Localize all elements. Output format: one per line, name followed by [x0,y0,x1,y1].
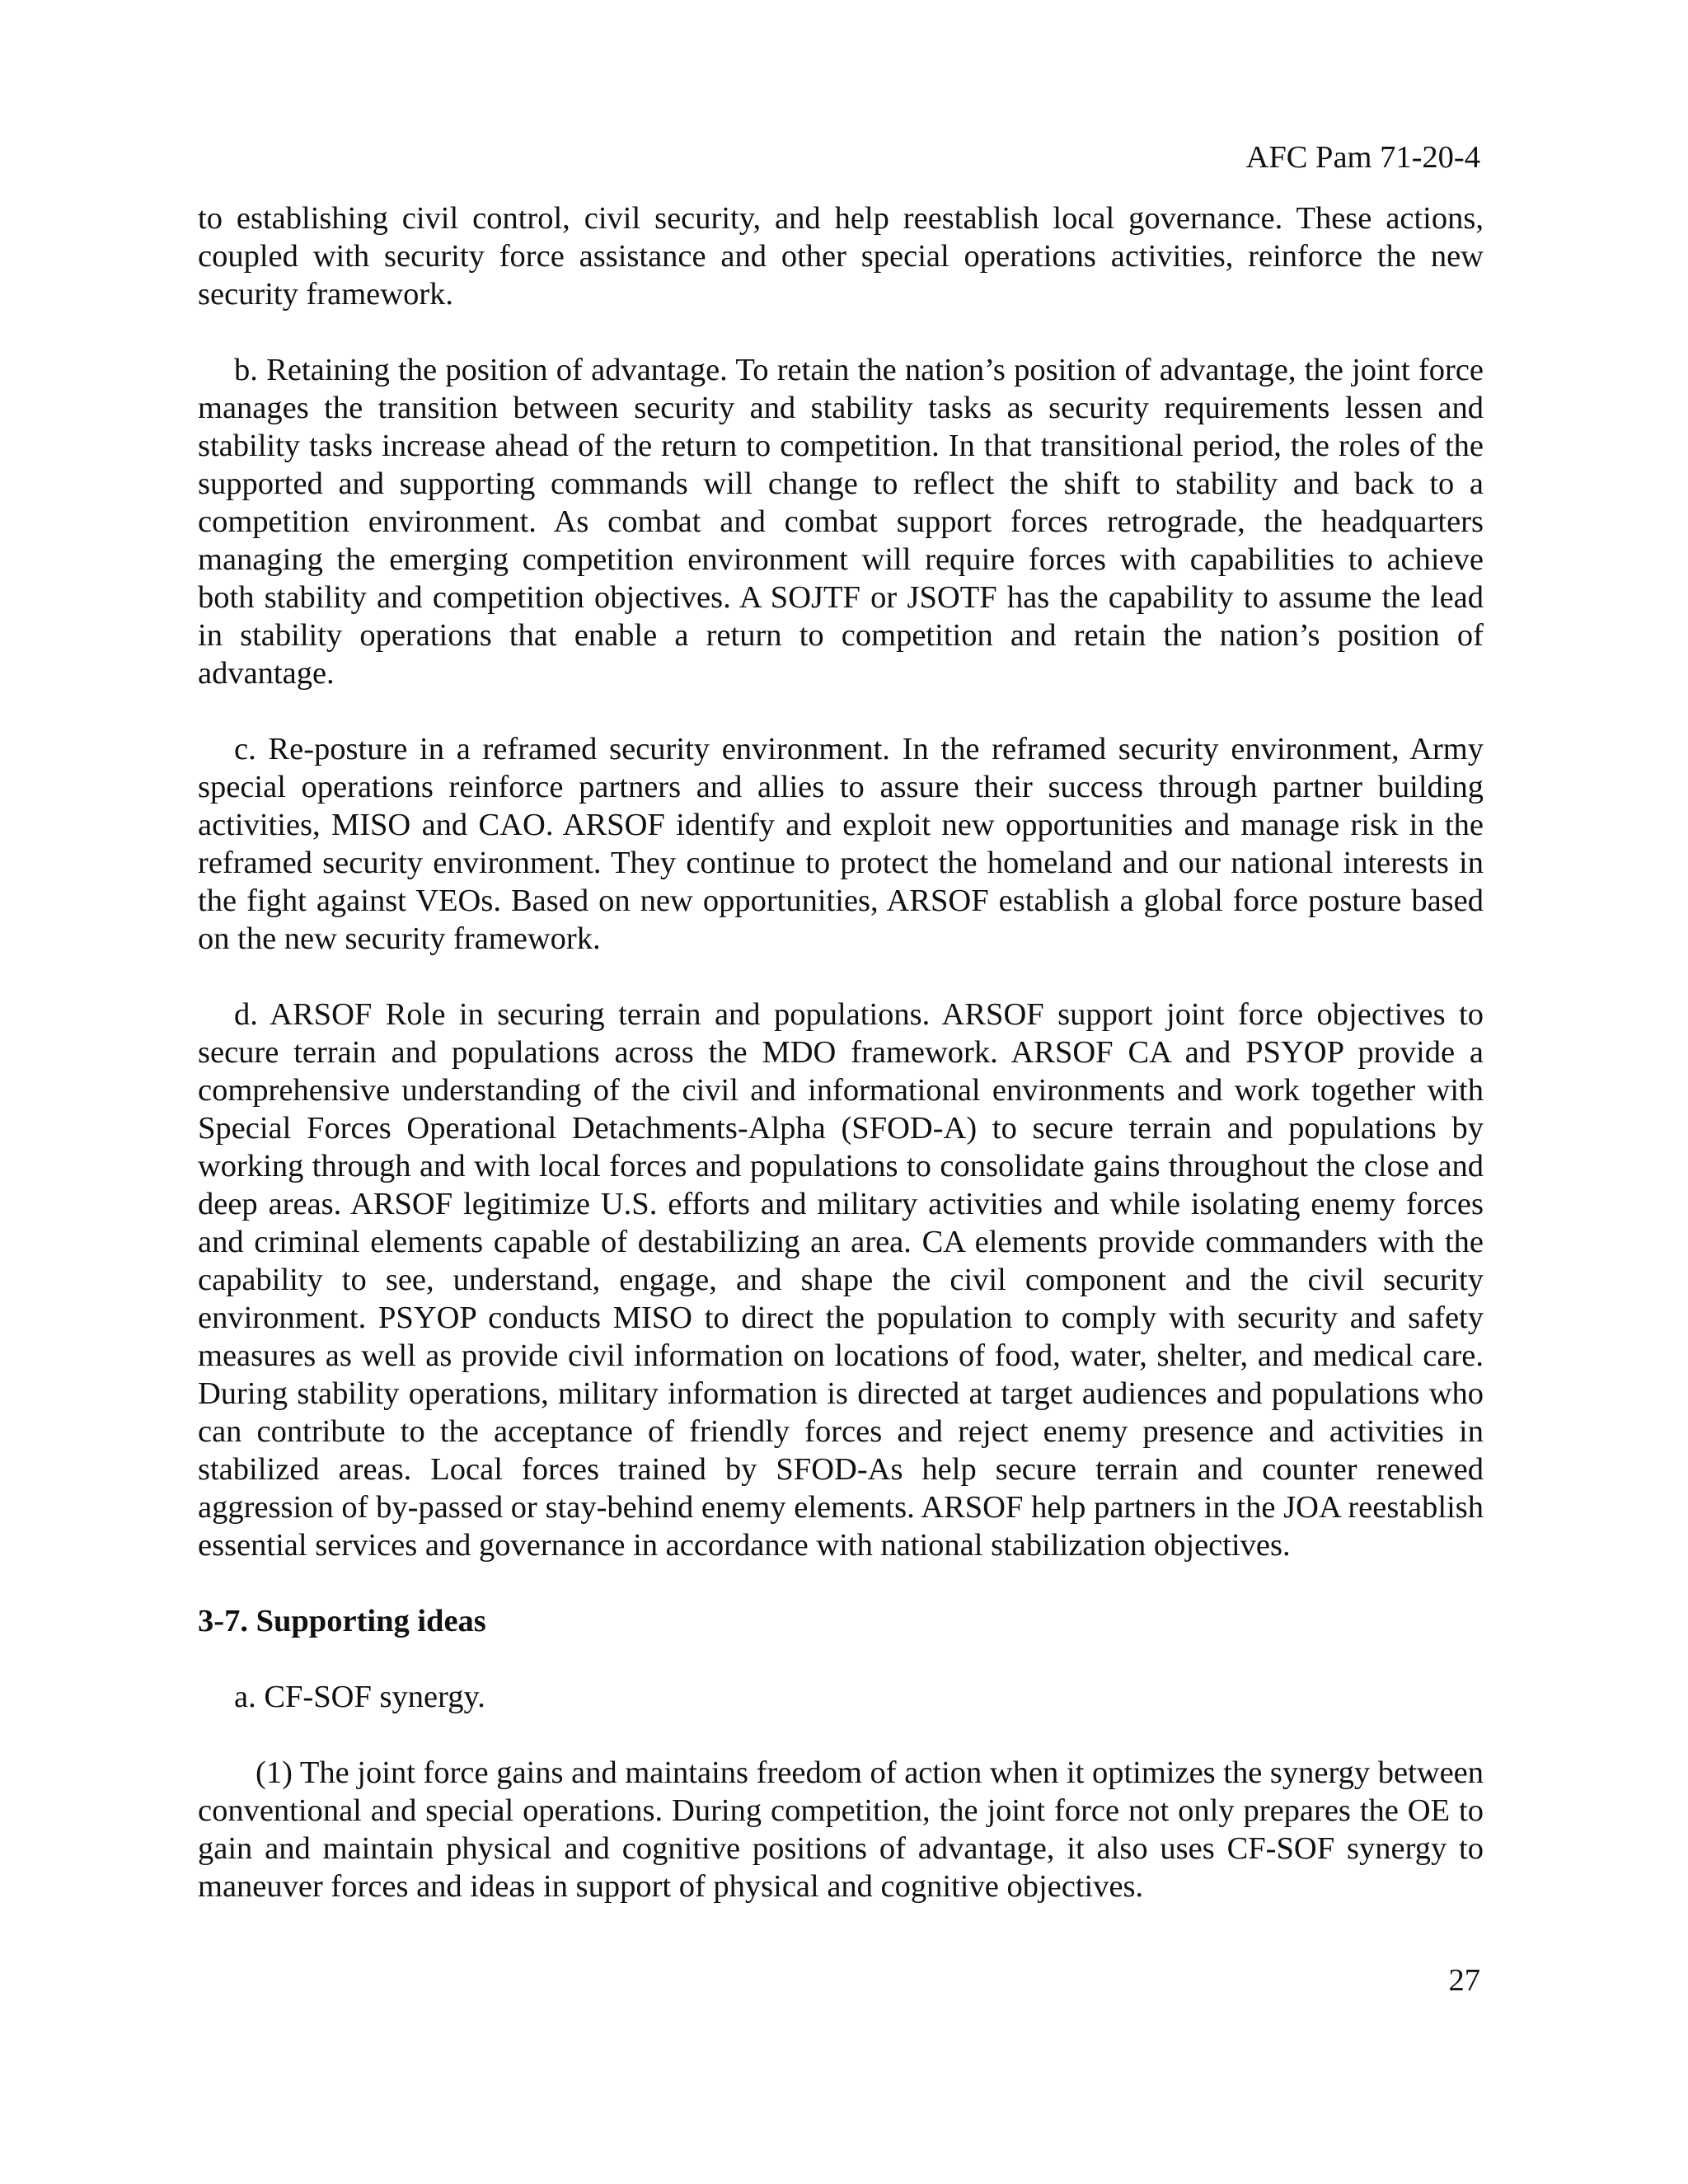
document-header: AFC Pam 71-20-4 [1245,140,1480,175]
paragraph-c-reposture: c. Re-posture in a reframed security environment. In the reframed security environment, Army special operations reinforce partners and allies to assure their success through partner building activities, MISO and CAO. ARSOF identify and exploit new opportunities and manage risk in the reframed security environment. They continue to protect the homeland and our national interests in the fight against VEOs. Based on new opportunities, ARSOF establish a global force posture based on the new security framework. [198,732,1484,956]
subheading-a-cf-sof-synergy: a. CF-SOF synergy. [234,1680,485,1714]
page-number: 27 [1448,1963,1480,1998]
paragraph-b-retaining-position: b. Retaining the position of advantage. To retain the nation’s position of advantage, the joint force manages the transition between security and stability tasks as security requirements lessen and stability tasks increase ahead of the return to competition. In that transitional period, the roles of the supported and supporting commands will change to reflect the shift to stability and back to a competition environment. As combat and combat support forces retrograde, the headquarters managing the emerging competition environment will require forces with capabilities to achieve both stability and competition objectives. A SOJTF or JSOTF has the capability to assume the lead in stability operations that enable a return to competition and retain the nation’s position of advantage. [198,353,1484,691]
section-heading-3-7: 3-7. Supporting ideas [198,1604,486,1638]
paragraph-d-arsof-role: d. ARSOF Role in securing terrain and populations. ARSOF support joint force objectives to secure terrain and populations across the MDO framework. ARSOF CA and PSYOP provide a comprehensive understanding of the civil and informational environments and work together with Special Forces Operational Detachments-Alpha (SFOD-A) to secure terrain and populations by working through and with local forces and populations to consolidate gains throughout the close and deep areas. ARSOF legitimize U.S. efforts and military activities and while isolating enemy forces and criminal elements capable of destabilizing an area. CA elements provide commanders with the capability to see, understand, engage, and shape the civil component and the civil security environment. PSYOP conducts MISO to direct the population to comply with security and safety measures as well as provide civil information on locations of food, water, shelter, and medical care. During stability operations, military information is directed at target audiences and populations who can contribute to the acceptance of friendly forces and reject enemy presence and activities in stabilized areas. Local forces trained by SFOD-As help secure terrain and counter renewed aggression of by-passed or stay-behind enemy elements. ARSOF help partners in the JOA reestablish essential services and governance in accordance with national stabilization objectives. [198,997,1484,1563]
paragraph-continuation: to establishing civil control, civil security, and help reestablish local governance. These actions, coupled with security force assistance and other special operations activities, reinforce the new security framework. [198,201,1484,312]
paragraph-1-joint-force-freedom: (1) The joint force gains and maintains freedom of action when it optimizes the synergy between conventional and special operations. During competition, the joint force not only prepares the OE to gain and maintain physical and cognitive positions of advantage, it also uses CF-SOF synergy to maneuver forces and ideas in support of physical and cognitive objectives. [198,1755,1484,1904]
document-body [198,199,1484,1943]
